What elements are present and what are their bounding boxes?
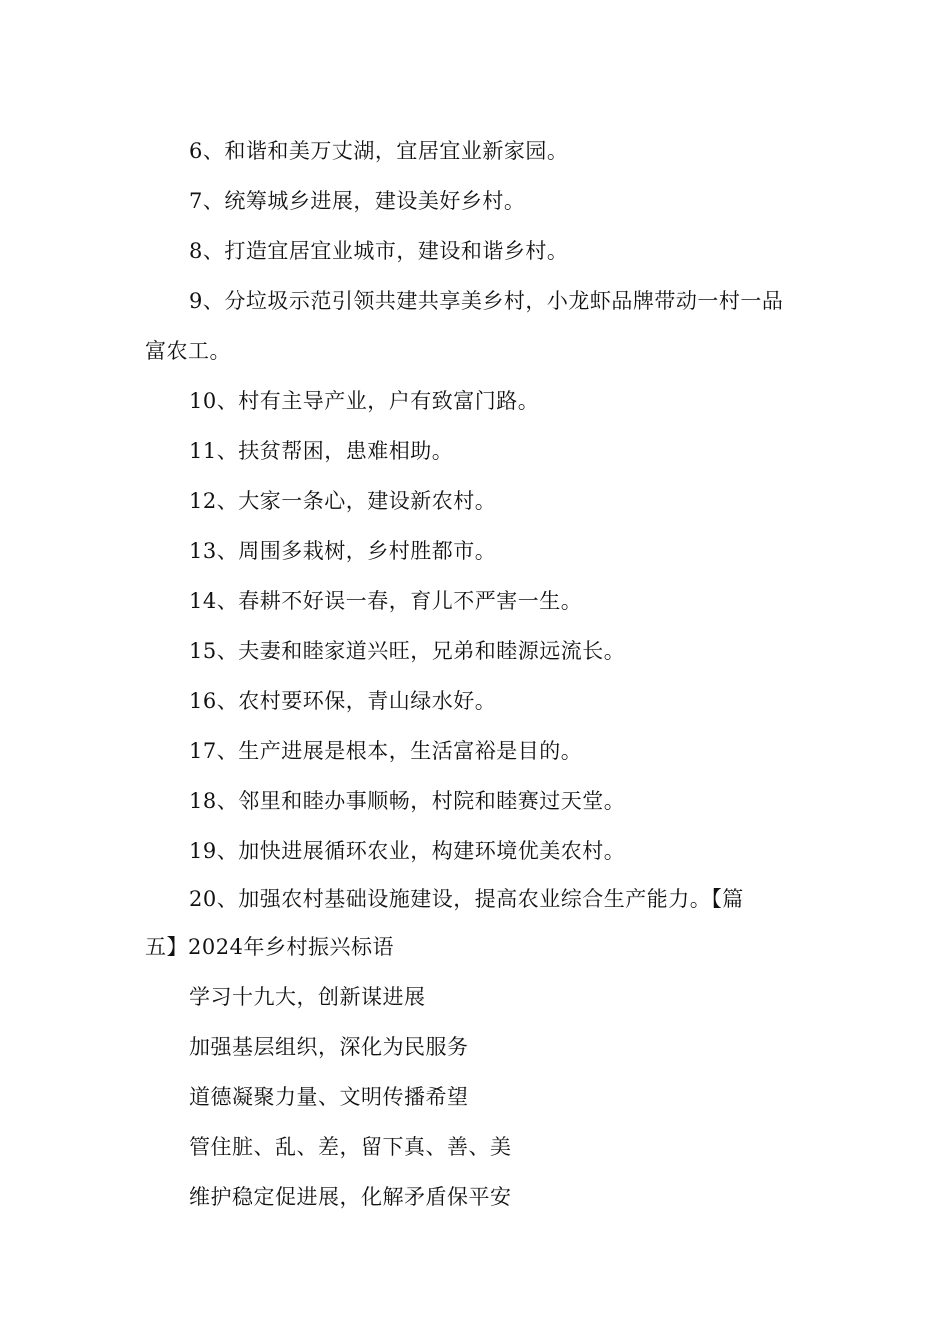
slogan-9-continued: 富农工。 <box>145 339 231 363</box>
slogan-19: 19、加快进展循环农业，构建环境优美农村。 <box>189 839 626 863</box>
slogan-11: 11、扶贫帮困，患难相助。 <box>189 439 454 463</box>
slogan-20: 20、加强农村基础设施建设，提高农业综合生产能力。【篇 <box>189 887 744 911</box>
slogan-8: 8、打造宜居宜业城市，建设和谐乡村。 <box>189 239 569 263</box>
slogan-15: 15、夫妻和睦家道兴旺，兄弟和睦源远流长。 <box>189 639 626 663</box>
slogan-10: 10、村有主导产业，户有致富门路。 <box>189 389 540 413</box>
section-five-heading: 五】2024年乡村振兴标语 <box>145 935 394 959</box>
slogan-12: 12、大家一条心，建设新农村。 <box>189 489 497 513</box>
slogan-study: 学习十九大，创新谋进展 <box>189 985 426 1009</box>
slogan-9: 9、分垃圾示范引领共建共享美乡村，小龙虾品牌带动一村一品 <box>189 289 784 313</box>
slogan-7: 7、统筹城乡进展，建设美好乡村。 <box>189 189 526 213</box>
slogan-18: 18、邻里和睦办事顺畅，村院和睦赛过天堂。 <box>189 789 626 813</box>
slogan-16: 16、农村要环保，青山绿水好。 <box>189 689 497 713</box>
slogan-14: 14、春耕不好误一春，育儿不严害一生。 <box>189 589 583 613</box>
slogan-morality: 道德凝聚力量、文明传播希望 <box>189 1085 469 1109</box>
slogan-stability: 维护稳定促进展，化解矛盾保平安 <box>189 1185 512 1209</box>
slogan-17: 17、生产进展是根本，生活富裕是目的。 <box>189 739 583 763</box>
slogan-grassroots: 加强基层组织，深化为民服务 <box>189 1035 469 1059</box>
slogan-6: 6、和谐和美万丈湖，宜居宜业新家园。 <box>189 139 569 163</box>
slogan-clean: 管住脏、乱、差，留下真、善、美 <box>189 1135 512 1159</box>
slogan-13: 13、周围多栽树，乡村胜都市。 <box>189 539 497 563</box>
